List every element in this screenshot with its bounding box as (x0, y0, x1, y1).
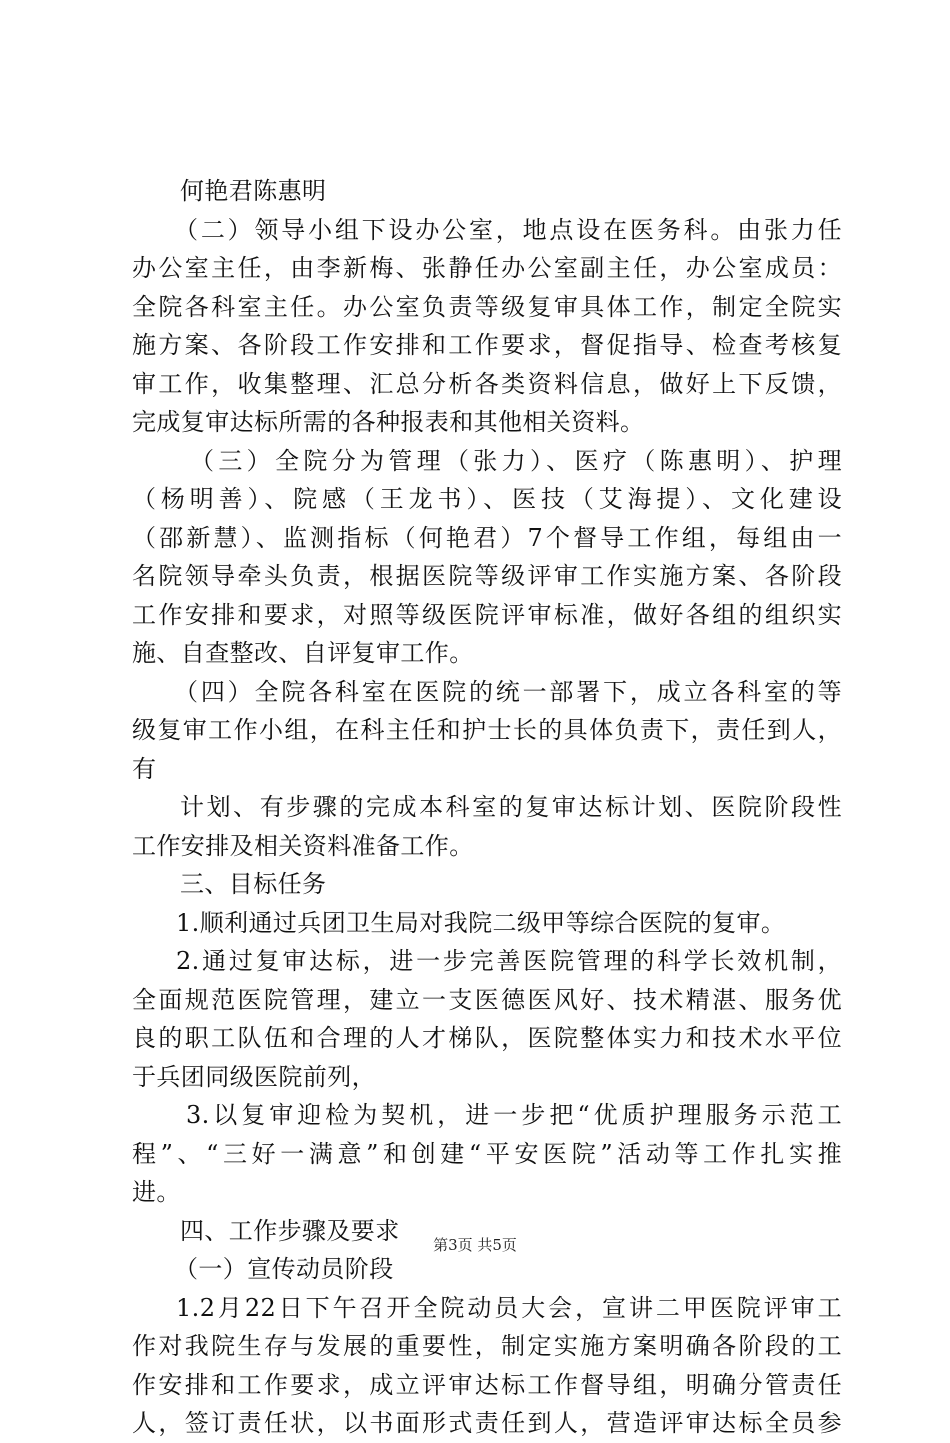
text-line: （邵新慧）、监测指标（何艳君）7个督导工作组，每组由一 (132, 523, 842, 552)
text-line: （一）宣传动员阶段 (174, 1255, 394, 1283)
text-line: 2.通过复审达标，进一步完善医院管理的科学长效机制， (176, 947, 842, 975)
text-line: 作对我院生存与发展的重要性，制定实施方案明确各阶段的工 (132, 1332, 842, 1360)
text-line: 工作安排及相关资料准备工作。 (132, 831, 474, 860)
text-line: 施方案、各阶段工作安排和工作要求，督促指导、检查考核复 (132, 331, 842, 359)
text-line: 于兵团同级医院前列， (132, 1062, 376, 1091)
text-line: （二）领导小组下设办公室，地点设在医务科。由张力任 (174, 215, 842, 244)
text-line: 进。 (132, 1178, 181, 1206)
text-line: 名院领导牵头负责，根据医院等级评审工作实施方案、各阶段 (132, 562, 842, 590)
text-line: 良的职工队伍和合理的人才梯队，医院整体实力和技术水平位 (132, 1024, 842, 1052)
text-line: 人，签订责任状，以书面形式责任到人，营造评审达标全员参 (132, 1409, 842, 1437)
page-footer: 第3页 共5页 (433, 1236, 517, 1254)
text-line: 作安排和工作要求，成立评审达标工作督导组，明确分管责任 (132, 1370, 842, 1399)
text-line: 完成复审达标所需的各种报表和其他相关资料。 (132, 408, 645, 436)
text-line: 1.2月22日下午召开全院动员大会，宣讲二甲医院评审工 (176, 1293, 842, 1322)
text-line: 计划、有步骤的完成本科室的复审达标计划、医院阶段性 (180, 793, 842, 821)
text-line: 全面规范医院管理，建立一支医德医风好、技术精湛、服务优 (132, 985, 842, 1014)
text-line: 1.顺利通过兵团卫生局对我院二级甲等综合医院的复审。 (176, 908, 786, 937)
text-line: 全院各科室主任。办公室负责等级复审具体工作，制定全院实 (132, 292, 842, 321)
text-line: 审工作，收集整理、汇总分析各类资料信息，做好上下反馈， (132, 369, 842, 398)
text-line: 程”、“三好一满意”和创建“平安医院”活动等工作扎实推 (132, 1139, 842, 1168)
text-line: （杨明善）、院感（王龙书）、医技（艾海提）、文化建设 (132, 485, 842, 513)
text-line: 四、工作步骤及要求 (180, 1216, 400, 1245)
text-line: 三、目标任务 (180, 870, 327, 898)
text-line: 级复审工作小组，在科主任和护士长的具体负责下，责任到人， (132, 716, 842, 744)
text-line: 办公室主任，由李新梅、张静任办公室副主任，办公室成员： (132, 254, 842, 282)
text-line: （三）全院分为管理（张力）、医疗（陈惠明）、护理 (190, 446, 842, 475)
text-line: 何艳君陈惠明 (180, 177, 327, 205)
text-line: 有 (132, 754, 157, 783)
text-line: 3.以复审迎检为契机，进一步把“优质护理服务示范工 (186, 1101, 842, 1129)
text-line: 工作安排和要求，对照等级医院评审标准，做好各组的组织实 (132, 600, 842, 629)
text-line: （四）全院各科室在医院的统一部署下，成立各科室的等 (174, 677, 842, 706)
text-line: 施、自查整改、自评复审工作。 (132, 639, 474, 667)
